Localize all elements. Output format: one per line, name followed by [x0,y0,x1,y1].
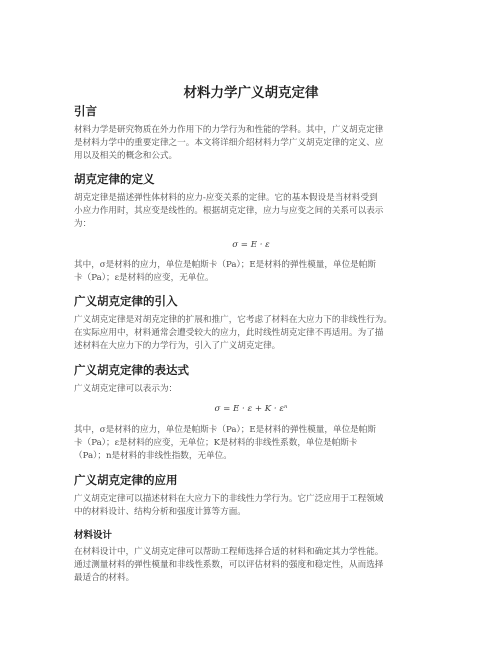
text-line: （Pa）；n是材料的非线性指数，无单位。 [74,451,232,461]
text-line: 中的材料设计、结构分析和强度计算等方面。 [74,507,246,517]
heading-hooke-definition: 胡克定律的定义 [74,172,155,186]
text-line: 广义胡克定律可以描述材料在大应力下的非线性力学行为。它广泛应用于工程领域 [74,494,384,504]
text-line: 为： [74,219,92,229]
text-line: 是材料力学中的重要定律之一。本文将详细介绍材料力学广义胡克定律的定义、应 [74,138,384,148]
text-line: 述材料在大应力下的力学行为，引入了广义胡克定律。 [74,341,281,351]
text-line: 胡克定律是描述弹性体材料的应力-应变关系的定律。它的基本假设是当材料受到 [74,193,378,203]
text-line: 卡（Pa）；ε是材料的应变，无单位；K是材料的非线性系数，单位是帕斯卡 [74,438,358,448]
paragraph-expression-symbols [74,424,444,463]
text-line: 通过测量材料的弹性模量和非线性系数，可以评估材料的强度和稳定性，从而选择 [74,560,384,570]
paragraph-expression [74,383,444,396]
paragraph-generalized-intro [74,314,444,353]
text-line: 在材料设计中，广义胡克定律可以帮助工程师选择合适的材料和确定其力学性能。 [74,547,384,557]
document-title: 材料力学广义胡克定律 [183,85,319,101]
text-line: 其中，σ是材料的应力，单位是帕斯卡（Pa）；E是材料的弹性模量，单位是帕斯 [74,260,376,270]
text-line: 广义胡克定律可以表示为： [74,384,178,394]
paragraph-hooke-definition [74,192,444,231]
heading-expression: 广义胡克定律的表达式 [74,363,189,377]
heading-intro: 引言 [74,104,97,118]
heading-generalized-intro: 广义胡克定律的引入 [74,294,178,308]
text-line: 其中，σ是材料的应力，单位是帕斯卡（Pa）；E是材料的弹性模量，单位是帕斯 [74,425,376,435]
paragraph-intro [74,124,444,163]
text-line: 材料力学是研究物质在外力作用下的力学行为和性能的学科。其中，广义胡克定律 [74,125,384,135]
paragraph-application [74,493,444,519]
formula-generalized-hooke: σ = E · ε + K · εⁿ [214,404,288,414]
text-line: 在实际应用中，材料通常会遭受较大的应力，此时线性胡克定律不再适用。为了描 [74,328,384,338]
text-line: 最适合的材料。 [74,573,135,583]
heading-material-design: 材料设计 [74,530,113,541]
paragraph-hooke-symbols [74,259,444,285]
text-line: 广义胡克定律是对胡克定律的扩展和推广，它考虑了材料在大应力下的非线性行为。 [74,315,392,325]
text-line: 用以及相关的概念和公式。 [74,151,178,161]
formula-hooke: σ = E · ε [232,240,270,250]
text-line: 卡（Pa）；ε是材料的应变，无单位。 [74,273,214,283]
heading-application: 广义胡克定律的应用 [74,473,178,487]
text-line: 小应力作用时，其应变是线性的。根据胡克定律，应力与应变之间的关系可以表示 [74,206,384,216]
paragraph-material-design [74,546,444,585]
